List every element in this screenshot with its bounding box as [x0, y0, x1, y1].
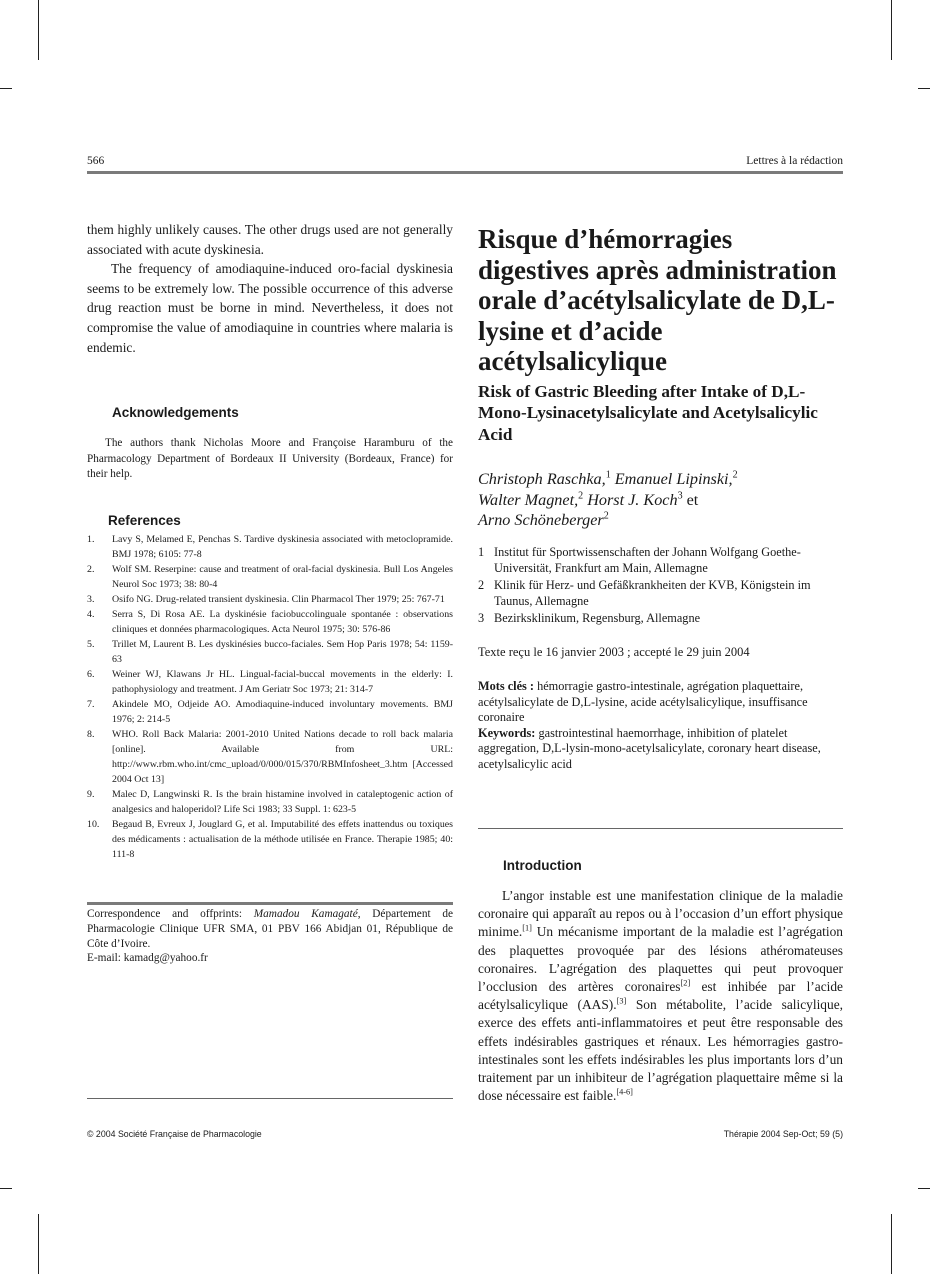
correspondence-block — [87, 907, 453, 966]
reference-number: 1. — [87, 533, 95, 545]
author-name: Walter Magnet, — [478, 490, 579, 509]
left-column — [87, 220, 453, 862]
reference-number: 8. — [87, 728, 95, 740]
keywords-english — [478, 726, 843, 773]
keywords-french-label: Mots clés : — [478, 679, 534, 693]
reference-item — [87, 817, 453, 862]
correspondence-prefix: Correspondence and offprints: — [87, 908, 254, 920]
intro-segment: est inhibée par l’acide acétylsalicylique (AAS). — [478, 979, 844, 1013]
crop-mark — [38, 0, 39, 60]
citation[interactable]: [4-6] — [616, 1087, 633, 1097]
reference-text: Serra S, Di Rosa AE. La dyskinésie faciobuccolinguale spontanée : observations cliniques et données pharmacologiques. Acta Neurol 1975; 30: 576-86 — [112, 608, 453, 635]
author-name: Horst J. Koch — [587, 490, 678, 509]
running-head — [87, 151, 843, 167]
reference-item — [87, 532, 453, 562]
reference-item — [87, 637, 453, 667]
author-affiliation-marker: 3 — [677, 490, 683, 502]
reference-text: Akindele MO, Odjeide AO. Amodiaquine-induced involuntary movements. BMJ 1976; 2: 214-5 — [112, 698, 453, 725]
affiliation-number: 3 — [478, 610, 485, 625]
received-accepted-dates: Texte reçu le 16 janvier 2003 ; accepté le 29 juin 2004 — [478, 645, 750, 659]
reference-text: Malec D, Langwinski R. Is the brain histamine involved in cataleptogenic action of analgesics and haloperidol? Life Sci 1983; 33 Suppl. 1: 623-5 — [112, 788, 453, 815]
reference-item — [87, 592, 453, 607]
reference-item — [87, 727, 453, 787]
reference-text: Lavy S, Melamed E, Penchas S. Tardive dyskinesia associated with metoclopramide. BMJ 1978; 6105: 77-8 — [112, 533, 453, 560]
affiliation-number: 1 — [478, 544, 485, 559]
keywords-rule — [478, 828, 843, 829]
article-title-french: Risque d’hémorragies digestives après administration orale d’acétylsalicylate de D,L-lysine et d’acide acétylsalicylique — [478, 224, 837, 376]
citation[interactable]: [2] — [680, 978, 691, 988]
reference-number: 7. — [87, 698, 95, 710]
introduction-section — [478, 858, 843, 1105]
reference-text: Begaud B, Evreux J, Jouglard G, et al. Imputabilité des effets inattendus ou toxiques des médicaments : actualisation de la méthode utilisée en France. Therapie 1985; 40: 111-8 — [112, 818, 453, 860]
reference-text: Osifo NG. Drug-related transient dyskinesia. Clin Pharmacol Ther 1979; 25: 767-71 — [112, 593, 445, 605]
reference-item — [87, 787, 453, 817]
reference-text: Wolf SM. Reserpine: cause and treatment of oral-facial dyskinesia. Bull Los Angeles Neurol Soc 1973; 38: 80-4 — [112, 563, 453, 590]
crop-mark — [38, 1214, 39, 1274]
article-title-english: Risk of Gastric Bleeding after Intake of D,L-Mono-Lysinacetylsalicylate and Acetylsalicylic Acid — [478, 381, 818, 444]
crop-mark — [918, 1188, 930, 1189]
author-name: Christoph Raschka, — [478, 470, 606, 488]
acknowledgements-heading: Acknowledgements — [112, 405, 239, 421]
body-paragraph: The frequency of amodiaquine-induced oro-facial dyskinesia seems to be extremely low. The possible occurrence of this adverse drug reaction must be borne in mind. Nevertheless, it does not compromise the value of amodiaquine in countries where malaria is endemic. — [87, 261, 453, 355]
copyright: © 2004 Société Française de Pharmacologie — [87, 1129, 262, 1139]
reference-item — [87, 562, 453, 592]
crop-mark — [0, 88, 12, 89]
author-name: Emanuel Lipinski, — [614, 470, 733, 488]
reference-number: 10. — [87, 818, 100, 830]
author-affiliation-marker: 2 — [732, 469, 738, 481]
affiliation-text: Klinik für Herz- und Gefäßkrankheiten der KVB, Königstein im Taunus, Allemagne — [494, 577, 811, 608]
reference-number: 3. — [87, 593, 95, 605]
affiliation-number: 2 — [478, 577, 485, 592]
reference-text: Trillet M, Laurent B. Les dyskinésies bucco-faciales. Sem Hop Paris 1978; 54: 1159-63 — [112, 638, 453, 665]
reference-text: Weiner WJ, Klawans Jr HL. Lingual-facial-buccal movements in the elderly: I. pathophysiology and treatment. J Am Geriatr Soc 1973; 21: 314-7 — [112, 668, 453, 695]
page-footer — [87, 1129, 843, 1139]
affiliation-text: Institut für Sportwissenschaften der Johann Wolfgang Goethe-Universität, Frankfurt am Main, Allemagne — [494, 544, 801, 575]
right-column — [478, 224, 843, 772]
keywords-english-label: Keywords: — [478, 725, 536, 740]
correspondence-name: Mamadou Kamagaté — [253, 908, 358, 920]
citation[interactable]: [3] — [616, 996, 627, 1006]
affiliations-list — [478, 544, 843, 627]
introduction-heading: Introduction — [503, 858, 582, 873]
keywords-french-text: hémorragie gastro-intestinale, agrégation plaquettaire, acétylsalicylate de D,L-lysine, acide acétylsalicylique, insuffisance coronaire — [478, 679, 808, 724]
correspondence-address: , Département de Pharmacologie Clinique UFR SMA, 01 PBV 166 Abidjan 01, République de Côte d’Ivoire. — [87, 908, 453, 950]
page-number: 566 — [87, 155, 105, 167]
reference-number: 9. — [87, 788, 95, 800]
affiliation-item — [478, 544, 843, 577]
author-conjunction: et — [686, 490, 699, 509]
journal-citation: Thérapie 2004 Sep-Oct; 59 (5) — [723, 1129, 843, 1139]
reference-number: 2. — [87, 563, 95, 575]
crop-mark — [891, 1214, 892, 1274]
citation[interactable]: [1] — [522, 923, 532, 933]
crop-mark — [918, 88, 930, 89]
reference-item — [87, 607, 453, 637]
author-affiliation-marker: 2 — [603, 510, 609, 522]
left-bottom-rule — [87, 1098, 453, 1099]
affiliation-text: Bezirksklinikum, Regensburg, Allemagne — [494, 610, 701, 625]
reference-number: 4. — [87, 608, 95, 620]
correspondence-email[interactable]: E-mail: kamadg@yahoo.fr — [87, 952, 208, 965]
introduction-paragraph — [478, 887, 843, 1105]
author-affiliation-marker: 2 — [578, 490, 584, 502]
reference-item — [87, 697, 453, 727]
reference-item — [87, 667, 453, 697]
affiliation-item — [478, 577, 843, 610]
reference-text: WHO. Roll Back Malaria: 2001-2010 United Nations decade to roll back malaria [online]. Available from URL: http://www.rbm.who.int/cmc_upload/0/000/015/370/RBMInfosheet_3.htm [Accessed 2004 Oct 13] — [112, 728, 453, 785]
reference-number: 6. — [87, 668, 95, 680]
references-list — [87, 532, 453, 862]
intro-segment: L’angor instable est une manifestation clinique de la maladie coronaire qui apparaît au repos ou à l’occasion d’un effort physique minime. — [478, 888, 843, 940]
author-name: Arno Schöneberger — [478, 511, 604, 529]
author-affiliation-marker: 1 — [605, 469, 611, 481]
header-rule — [87, 171, 843, 174]
correspondence-rule — [87, 902, 453, 905]
author-list — [478, 469, 843, 531]
references-heading: References — [108, 512, 181, 528]
reference-number: 5. — [87, 638, 95, 650]
crop-mark — [891, 0, 892, 60]
intro-segment: Un mécanisme important de la maladie est l’agrégation des plaquettes provoquée par des lésions athéromateuses coronaires. L’agrégation des plaquettes qui peut provoquer l’occlusion des artères coronaires — [478, 924, 843, 995]
journal-section: Lettres à la rédaction — [746, 155, 843, 167]
affiliation-item — [478, 610, 843, 627]
intro-segment: Son métabolite, l’acide salicylique, exerce des effets anti-inflammatoires et peut être responsable des effets indésirables gastriques et rénaux. Les hémorragies gastro-intestinales sont les effets indésirables les plus importants lors d’un traitement par un inhibiteur de l’agrégation plaquettaire même si la dose nécessaire est faible. — [478, 997, 843, 1104]
keywords-french — [478, 679, 843, 726]
crop-mark — [0, 1188, 12, 1189]
keywords-english-text: gastrointestinal haemorrhage, inhibition of platelet aggregation, D,L-lysin-mono-acetylsalicylate, coronary heart disease, acetylsalicylic acid — [478, 725, 821, 771]
acknowledgements-text: The authors thank Nicholas Moore and Françoise Haramburu of the Pharmacology Department of Bordeaux II University (Bordeaux, France) for their help. — [87, 437, 453, 481]
body-paragraph: them highly unlikely causes. The other drugs used are not generally associated with acute dyskinesia. — [87, 222, 453, 257]
